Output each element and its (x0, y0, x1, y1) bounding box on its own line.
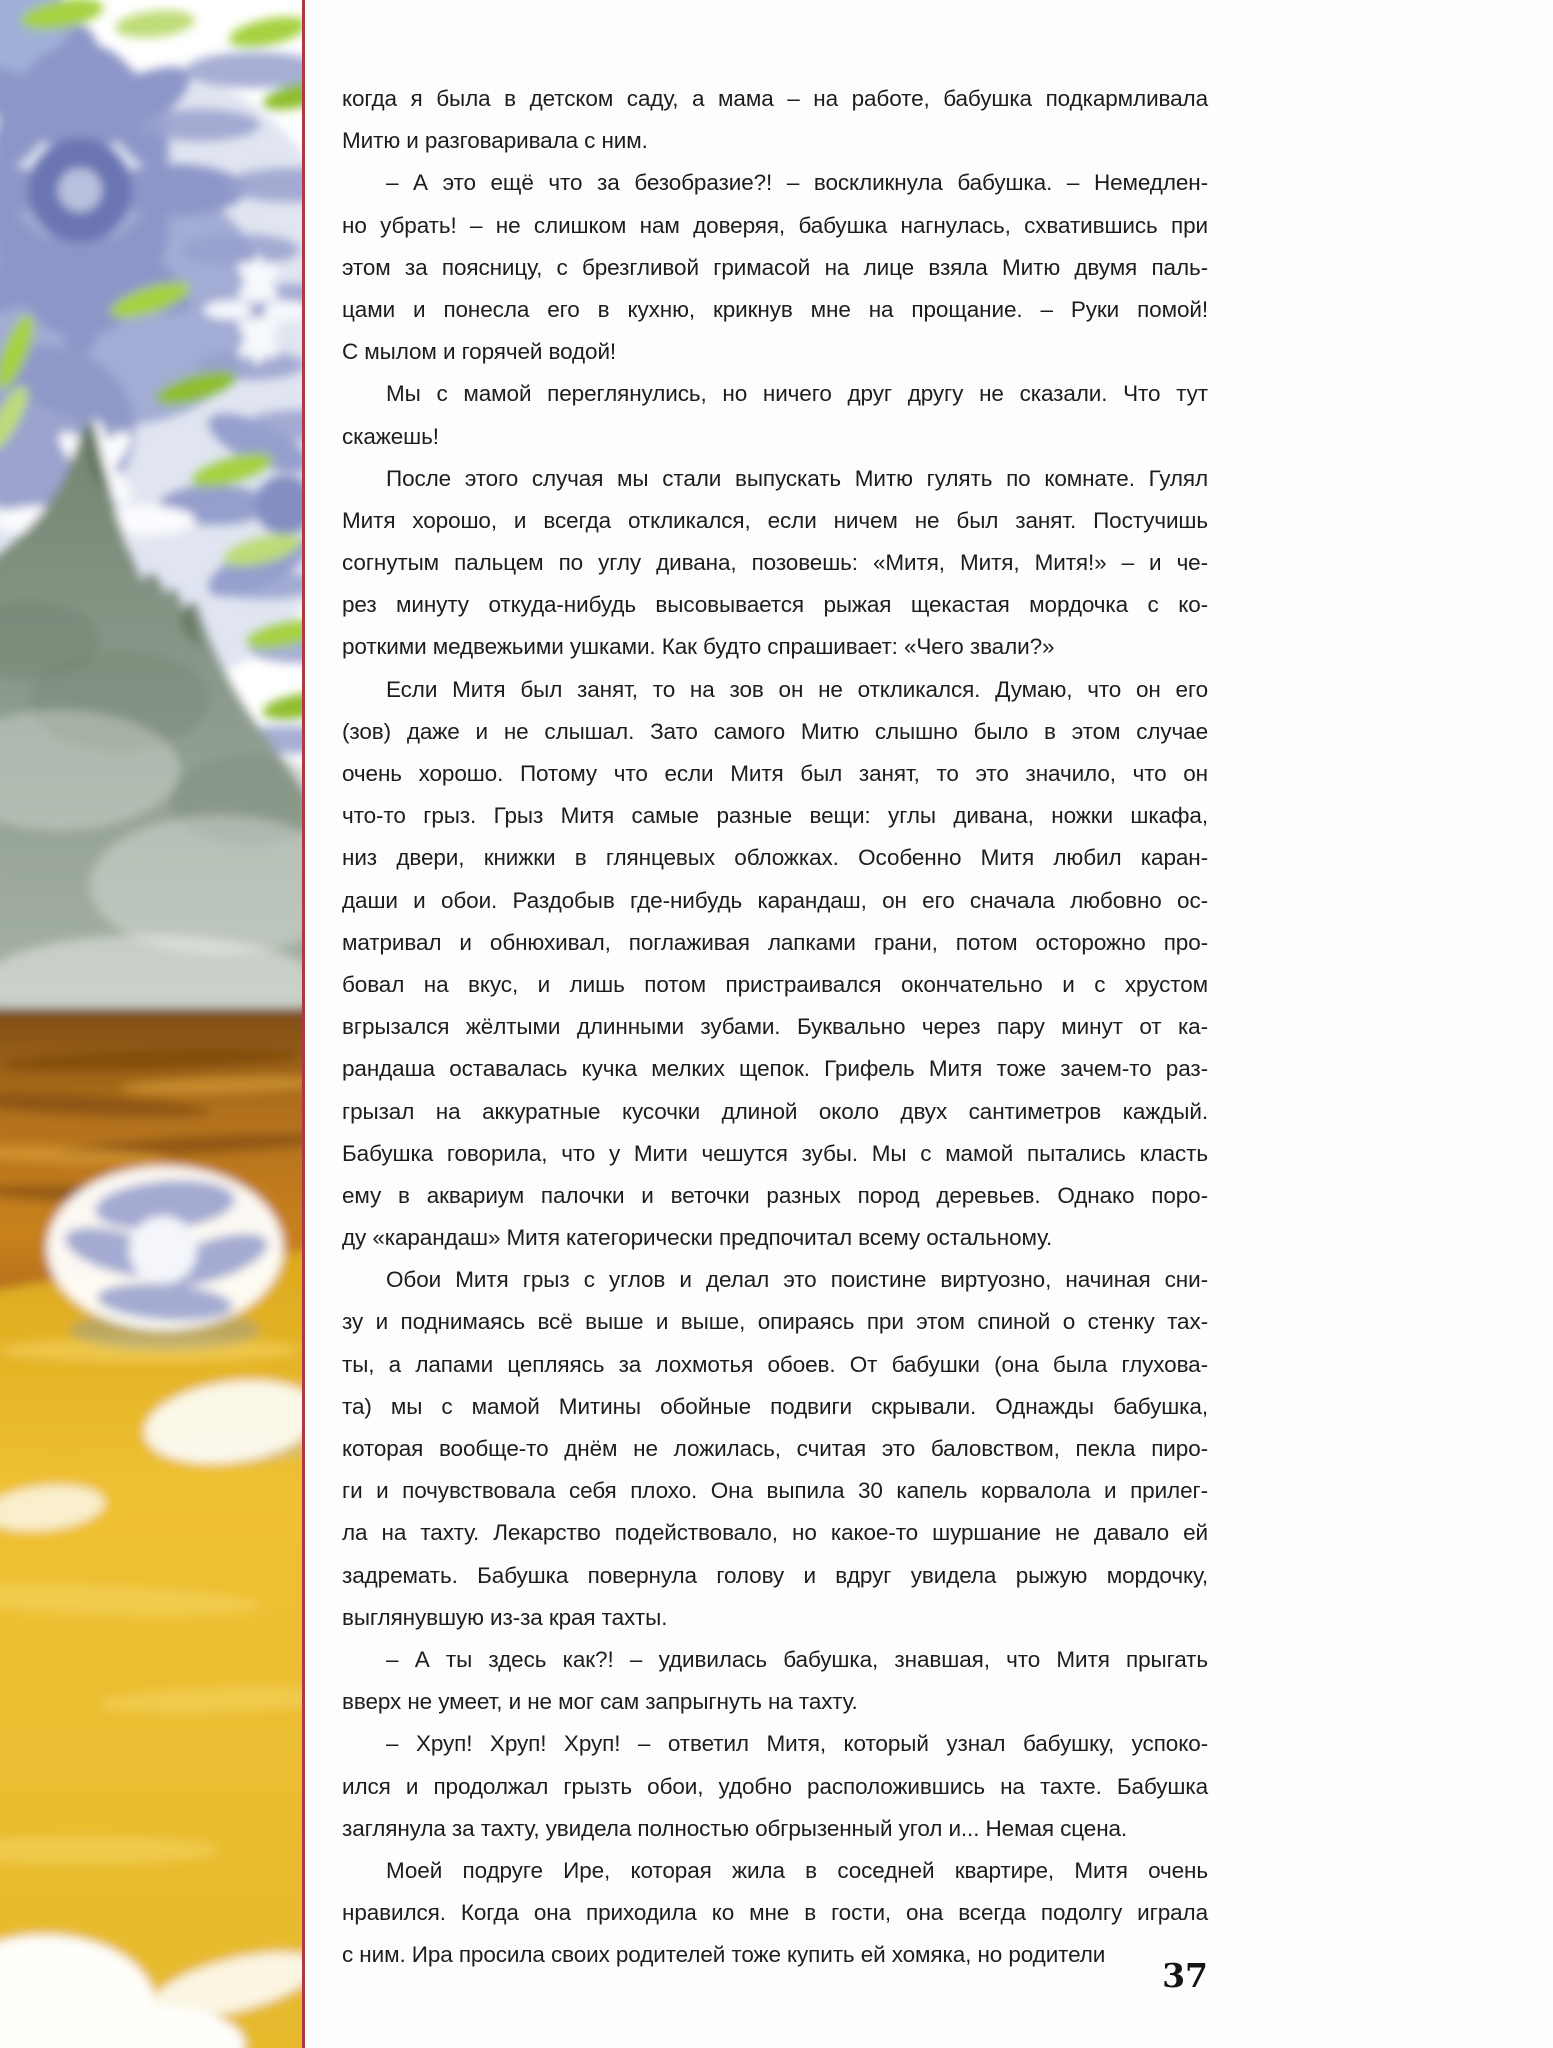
text-line: вгрызался жёлтыми длинными зубами. Буквально через пару минут от ка- (342, 1014, 1208, 1040)
text-line: ду «карандаш» Митя категорически предпочитал всему остальному. (342, 1225, 1053, 1251)
text-line: очень хорошо. Потому что если Митя был занят, то это значило, что он (342, 761, 1208, 786)
text-line: Митю и разговаривала с ним. (342, 128, 648, 154)
text-line: После этого случая мы стали выпускать Митю гулять по комнате. Гулял (386, 465, 1208, 491)
text-line: та) мы с мамой Митины обойные подвиги скрывали. Однажды бабушка, (342, 1393, 1208, 1419)
text-line: зу и поднимаясь всё выше и выше, опираясь при этом спиной о стенку тах- (342, 1309, 1208, 1335)
illustration-flowers-painting (0, 0, 305, 2048)
text-line: Бабушка говорила, что у Мити чешутся зубы. Мы с мамой пытались класть (342, 1140, 1208, 1166)
text-line: этом за поясницу, с брезгливой гримасой на лице взяла Митю двумя паль- (342, 254, 1208, 280)
illustration-border-rule (302, 0, 305, 2048)
text-line: Если Митя был занят, то на зов он не откликался. Думаю, что он его (386, 676, 1208, 702)
text-line: когда я была в детском саду, а мама – на работе, бабушка подкармливала (342, 86, 1208, 111)
text-line: скажешь! (342, 423, 439, 449)
text-line: Обои Митя грыз с углов и делал это поистине виртуозно, начиная сни- (386, 1267, 1208, 1293)
text-line: выглянувшую из-за края тахты. (342, 1604, 668, 1630)
text-line: роткими медвежьими ушками. Как будто спрашивает: «Чего звали?» (342, 634, 1055, 660)
text-line: – А ты здесь как?! – удивилась бабушка, знавшая, что Митя прыгать (386, 1646, 1208, 1672)
text-line: вверх не умеет, и не мог сам запрыгнуть на тахту. (342, 1689, 858, 1715)
text-line: с ним. Ира просила своих родителей тоже купить ей хомяка, но родители (342, 1942, 1106, 1968)
text-line: – Хруп! Хруп! Хруп! – ответил Митя, который узнал бабушку, успоко- (386, 1731, 1208, 1757)
text-line: бовал на вкус, и лишь потом пристраивался окончательно и с хрустом (342, 971, 1208, 997)
text-line: – А это ещё что за безобразие?! – воскликнула бабушка. – Немедлен- (386, 170, 1208, 196)
text-line: Митя хорошо, и всегда откликался, если ничем не был занят. Постучишь (342, 507, 1208, 533)
text-line: но убрать! – не слишком нам доверяя, бабушка нагнулась, схватившись при (342, 212, 1208, 238)
text-line: ты, а лапами цепляясь за лохмотья обоев. От бабушки (она была глухова- (342, 1351, 1208, 1377)
text-line: рандаша оставалась кучка мелких щепок. Грифель Митя тоже зачем-то раз- (342, 1056, 1208, 1082)
text-line: ла на тахту. Лекарство подействовало, но какое-то шуршание не давало ей (342, 1520, 1208, 1546)
text-line: рез минуту откуда-нибудь высовывается рыжая щекастая мордочка с ко- (342, 592, 1208, 618)
text-line: что-то грыз. Грыз Митя самые разные вещи: углы дивана, ножки шкафа, (342, 803, 1208, 829)
text-line: С мылом и горячей водой! (342, 339, 617, 365)
text-line: заглянула за тахту, увидела полностью обгрызенный угол и... Немая сцена. (342, 1815, 1128, 1841)
text-line: которая вообще-то днём не ложилась, считая это баловством, пекла пиро- (342, 1436, 1208, 1461)
text-line: согнутым пальцем по углу дивана, позовешь: «Митя, Митя, Митя!» – и че- (342, 550, 1208, 576)
text-line: ему в аквариум палочки и веточки разных пород деревьев. Однако поро- (342, 1182, 1208, 1208)
text-line: грызал на аккуратные кусочки длиной около двух сантиметров каждый. (342, 1098, 1208, 1124)
text-line: ился и продолжал грызть обои, удобно расположившись на тахте. Бабушка (342, 1773, 1208, 1799)
text-line: цами и понесла его в кухню, крикнув мне на прощание. – Руки помой! (342, 296, 1208, 322)
text-line: Мы с мамой переглянулись, но ничего друг другу не сказали. Что тут (386, 381, 1208, 407)
text-line: нравился. Когда она приходила ко мне в гости, она всегда подолгу играла (342, 1900, 1208, 1926)
page-number: 37 (1162, 1956, 1208, 1995)
text-line: низ двери, книжки в глянцевых обложках. Особенно Митя любил каран- (342, 845, 1208, 871)
text-line: матривал и обнюхивал, поглаживая лапками грани, потом осторожно про- (342, 929, 1208, 955)
text-line: Моей подруге Ире, которая жила в соседней квартире, Митя очень (386, 1857, 1208, 1883)
text-line: даши и обои. Раздобыв где-нибудь карандаш, он его сначала любовно ос- (342, 887, 1208, 913)
text-line: (зов) даже и не слышал. Зато самого Митю слышно было в этом случае (342, 718, 1208, 744)
painting-svg (0, 0, 305, 2048)
story-text (342, 78, 1208, 1976)
text-line: задремать. Бабушка повернула голову и вдруг увидела рыжую мордочку, (342, 1562, 1208, 1588)
text-line: ги и почувствовала себя плохо. Она выпила 30 капель корвалола и прилег- (342, 1478, 1208, 1504)
